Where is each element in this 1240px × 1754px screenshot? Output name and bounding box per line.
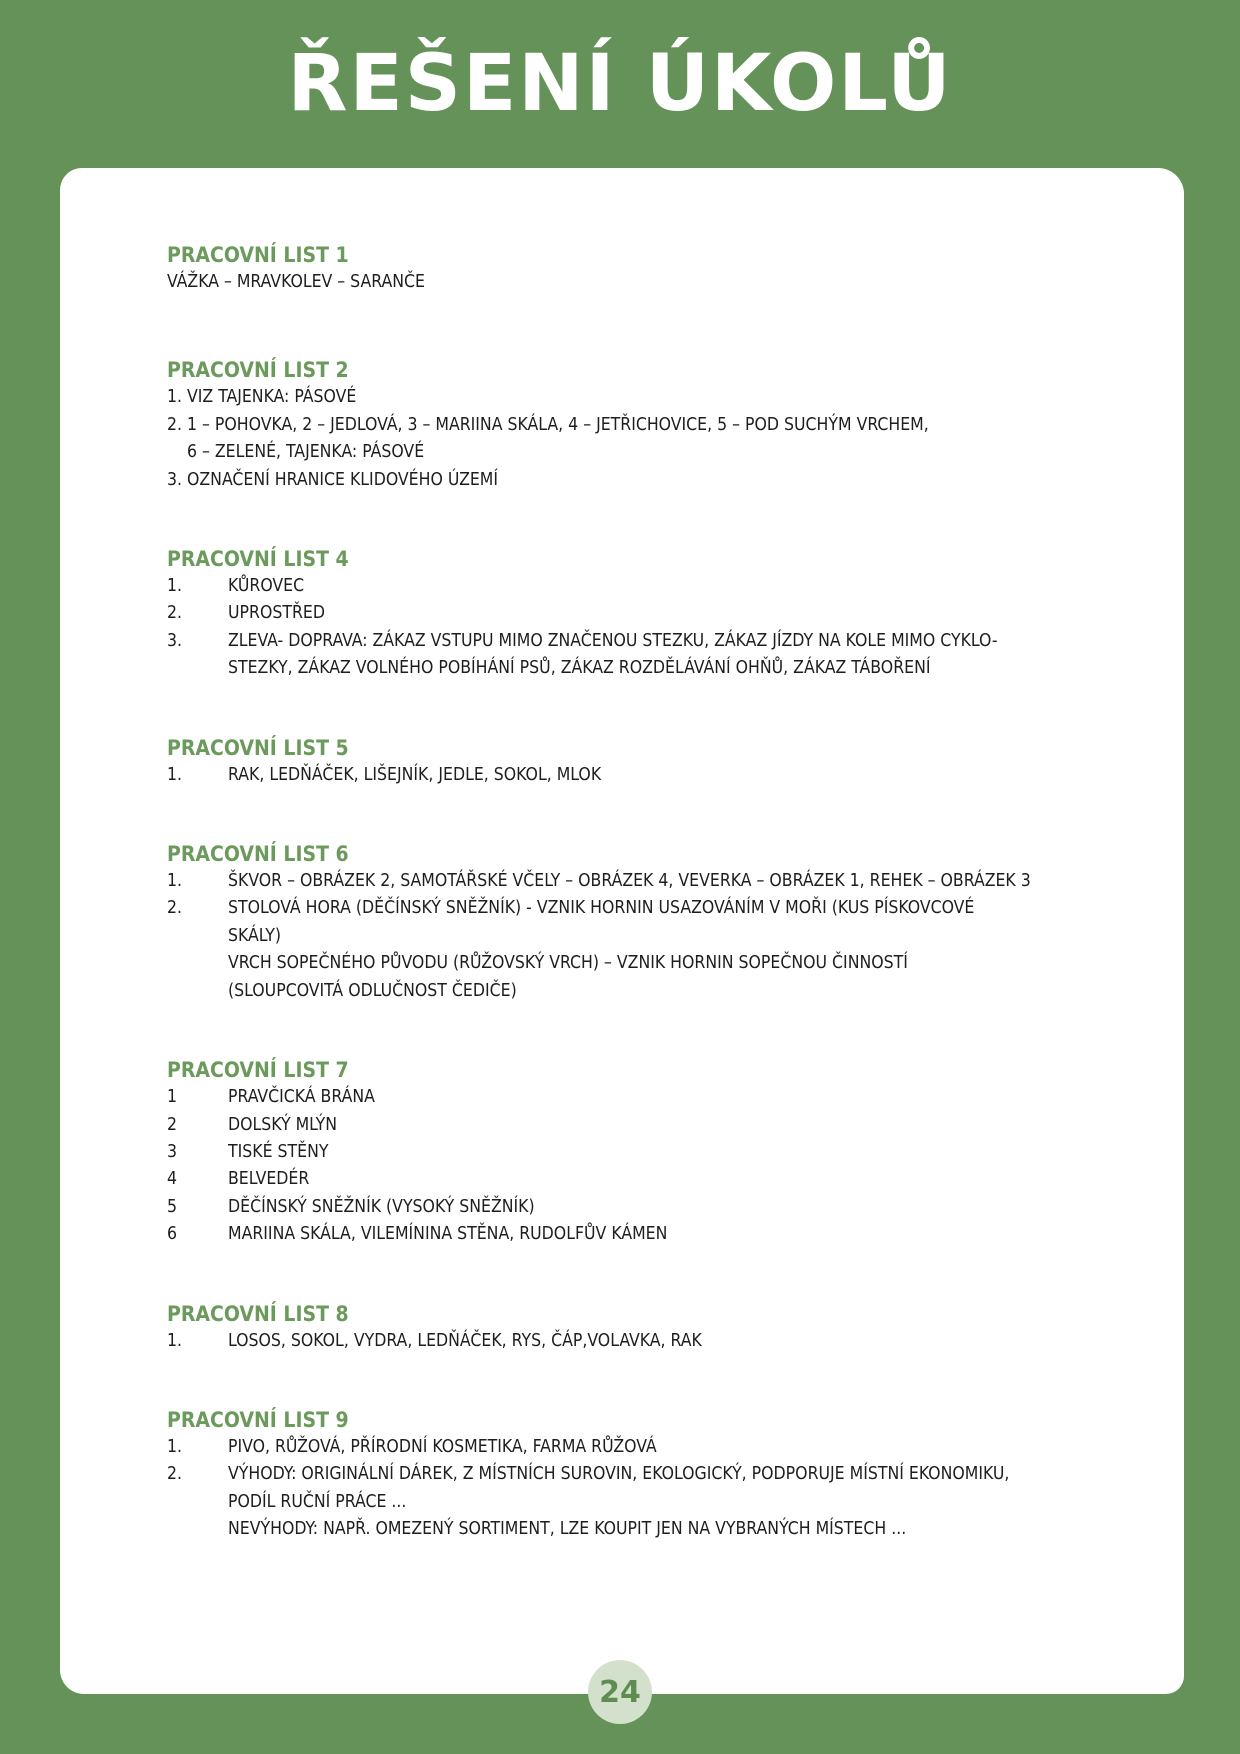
section-heading: PRACOVNÍ LIST 5: [167, 735, 349, 760]
item-text-line: SKÁLY): [228, 925, 281, 946]
section-list-7: [167, 1057, 1087, 1248]
section-list-9: [167, 1407, 1087, 1544]
item-text-line: (SLOUPCOVITÁ ODLUČNOST ČEDIČE): [228, 980, 517, 1001]
answer-line: 2. 1 – POHOVKA, 2 – JEDLOVÁ, 3 – MARIINA SKÁLA, 4 – JETŘICHOVICE, 5 – POD SUCHÝM VRCHEM,: [167, 414, 929, 435]
item-text: LOSOS, SOKOL, VYDRA, LEDŇÁČEK, RYS, ČÁP,VOLAVKA, RAK: [228, 1330, 702, 1351]
item-text: PRAVČICKÁ BRÁNA: [228, 1087, 375, 1108]
item-number: 5: [167, 1196, 178, 1217]
list-item: [167, 1461, 1087, 1543]
item-text: [228, 628, 1087, 683]
item-number: 1.: [167, 576, 183, 597]
item-number: 2.: [167, 1464, 183, 1485]
item-text-line: PODÍL RUČNÍ PRÁCE ...: [228, 1491, 407, 1512]
item-text: [228, 895, 1087, 1005]
page-number-badge: 24: [588, 1660, 652, 1724]
list-item: [167, 1139, 1087, 1166]
item-text: DĚČÍNSKÝ SNĚŽNÍK (VYSOKÝ SNĚŽNÍK): [228, 1196, 535, 1217]
answer-line: 6 – ZELENÉ, TAJENKA: PÁSOVÉ: [187, 442, 425, 463]
answer-line: VÁŽKA – MRAVKOLEV – SARANČE: [167, 272, 425, 292]
item-text-line: STOLOVÁ HORA (DĚČÍNSKÝ SNĚŽNÍK) - VZNIK HORNIN USAZOVÁNÍM V MOŘI (KUS PÍSKOVCOVÉ: [228, 898, 975, 919]
section-list-4: [167, 546, 1087, 683]
section-list-2: [167, 357, 1087, 494]
item-text-line: STEZKY, ZÁKAZ VOLNÉHO POBÍHÁNÍ PSŮ, ZÁKAZ ROZDĚLÁVÁNÍ OHŇŮ, ZÁKAZ TÁBOŘENÍ: [228, 658, 931, 679]
list-item: [167, 1221, 1087, 1248]
item-number: 2: [167, 1114, 178, 1135]
section-heading: PRACOVNÍ LIST 8: [167, 1301, 349, 1326]
item-number: 1.: [167, 1436, 183, 1457]
section-list-6: [167, 841, 1087, 1005]
list-item: [167, 1112, 1087, 1139]
item-number: 2.: [167, 898, 183, 919]
section-heading: PRACOVNÍ LIST 9: [167, 1407, 349, 1432]
item-number: 1: [167, 1087, 178, 1108]
section-heading: PRACOVNÍ LIST 4: [167, 547, 349, 572]
list-item: [167, 1194, 1087, 1221]
item-number: 2.: [167, 603, 183, 624]
section-heading: PRACOVNÍ LIST 1: [167, 243, 349, 267]
section-heading: PRACOVNÍ LIST 7: [167, 1058, 349, 1083]
list-item: [167, 628, 1087, 683]
list-item: [167, 1084, 1087, 1111]
item-text-line: VRCH SOPEČNÉHO PŮVODU (RŮŽOVSKÝ VRCH) – VZNIK HORNIN SOPEČNOU ČINNOSTÍ: [228, 953, 908, 974]
item-text: ŠKVOR – OBRÁZEK 2, SAMOTÁŘSKÉ VČELY – OBRÁZEK 4, VEVERKA – OBRÁZEK 1, REHEK – OBRÁZEK 3: [228, 871, 1031, 892]
item-text: RAK, LEDŇÁČEK, LIŠEJNÍK, JEDLE, SOKOL, MLOK: [228, 764, 602, 785]
item-text: BELVEDÉR: [228, 1169, 310, 1190]
item-number: 6: [167, 1224, 178, 1245]
list-item: [167, 1328, 1087, 1355]
page-title: ŘEŠENÍ ÚKOLŮ: [287, 39, 953, 129]
item-number: 1.: [167, 1330, 183, 1351]
list-item: [167, 573, 1087, 600]
item-number: 3: [167, 1141, 178, 1162]
item-number: 1.: [167, 871, 183, 892]
item-text: TISKÉ STĚNY: [228, 1141, 329, 1162]
item-number: 4: [167, 1169, 178, 1190]
list-item: [167, 1166, 1087, 1193]
list-item: [167, 1434, 1087, 1461]
item-text-line: ZLEVA- DOPRAVA: ZÁKAZ VSTUPU MIMO ZNAČENOU STEZKU, ZÁKAZ JÍZDY NA KOLE MIMO CYKLO-: [228, 630, 998, 651]
section-list-8: [167, 1301, 1087, 1355]
section-heading: PRACOVNÍ LIST 6: [167, 842, 349, 867]
section-list-1: [167, 242, 1087, 296]
section-heading: PRACOVNÍ LIST 2: [167, 358, 349, 383]
list-item: [167, 600, 1087, 627]
item-text: MARIINA SKÁLA, VILEMÍNINA STĚNA, RUDOLFŮV KÁMEN: [228, 1224, 668, 1245]
item-text: [228, 1461, 1087, 1543]
item-number: 1.: [167, 764, 183, 785]
list-item: [167, 895, 1087, 1005]
item-text-line: VÝHODY: ORIGINÁLNÍ DÁREK, Z MÍSTNÍCH SUROVIN, EKOLOGICKÝ, PODPORUJE MÍSTNÍ EKONOMIKU,: [228, 1464, 1010, 1485]
answer-line: 1. VIZ TAJENKA: PÁSOVÉ: [167, 387, 357, 408]
item-text: PIVO, RŮŽOVÁ, PŘÍRODNÍ KOSMETIKA, FARMA RŮŽOVÁ: [228, 1436, 657, 1457]
item-number: 3.: [167, 630, 183, 651]
answer-line: 3. OZNAČENÍ HRANICE KLIDOVÉHO ÚZEMÍ: [167, 469, 499, 490]
solutions-content: [167, 242, 1087, 1544]
item-text: UPROSTŘED: [228, 603, 325, 624]
item-text-line: NEVÝHODY: NAPŘ. OMEZENÝ SORTIMENT, LZE KOUPIT JEN NA VYBRANÝCH MÍSTECH ...: [228, 1519, 907, 1540]
list-item: [167, 868, 1087, 895]
list-item: [167, 762, 1087, 789]
section-list-5: [167, 735, 1087, 789]
item-text: DOLSKÝ MLÝN: [228, 1114, 338, 1135]
item-text: KŮROVEC: [228, 576, 305, 597]
